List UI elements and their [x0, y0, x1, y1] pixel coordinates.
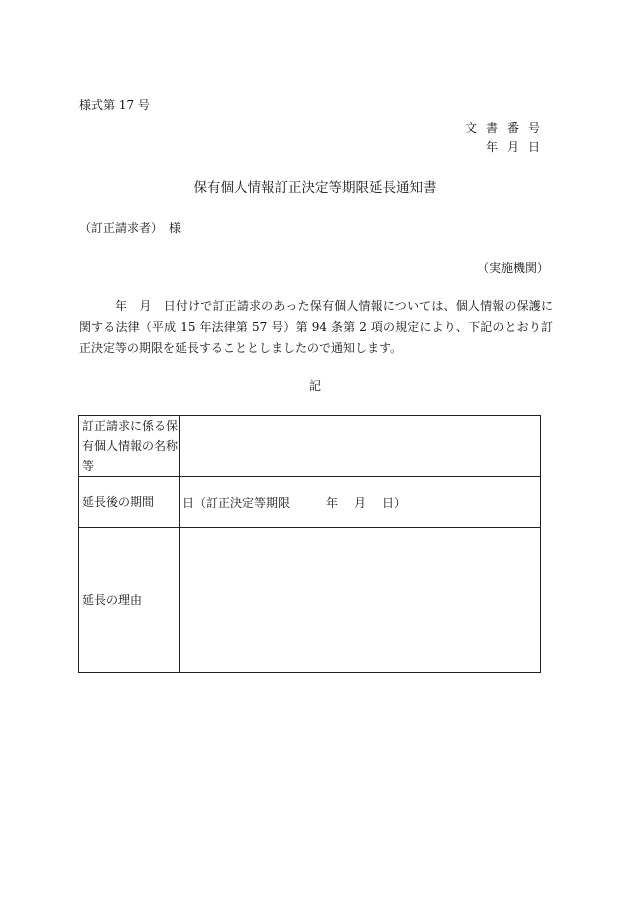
extended-period-month: 月 — [354, 495, 367, 510]
form-number: 様式第 17 号 — [79, 98, 150, 112]
table-row — [79, 528, 541, 673]
document-title: 保有個人情報訂正決定等期限延長通知書 — [193, 180, 437, 196]
table-row — [79, 416, 541, 477]
personal-info-name-value — [180, 416, 541, 477]
document-date-label: 年月日 — [485, 140, 549, 154]
personal-info-name-label: 訂正請求に係る保有個人情報の名称等 — [79, 416, 180, 477]
info-table — [78, 415, 541, 673]
extended-period-label: 延長後の期間 — [79, 477, 180, 528]
notice-body: 年 月 日付けで訂正請求のあった保有個人情報については、個人情報の保護に関する法律（平成 15 年法律第 57 号）第 94 条第 2 項の規定により、下記のとおり訂正決定等の期限を延長することとしましたので通知します。 — [79, 299, 553, 355]
recipient-line: （訂正請求者） 様 — [79, 221, 182, 235]
extended-period-day: 日） — [382, 495, 407, 510]
extension-reason-label: 延長の理由 — [79, 528, 180, 673]
document-number-label: 文書番号 — [464, 121, 549, 135]
extended-period-prefix: 日（訂正決定等期限 — [182, 495, 291, 510]
extension-reason-value — [180, 528, 541, 673]
extended-period-value — [180, 477, 541, 528]
table-row — [79, 477, 541, 528]
agency-line: （実施機関） — [476, 261, 549, 275]
extended-period-year: 年 — [326, 495, 339, 510]
ki-heading: 記 — [308, 379, 321, 393]
